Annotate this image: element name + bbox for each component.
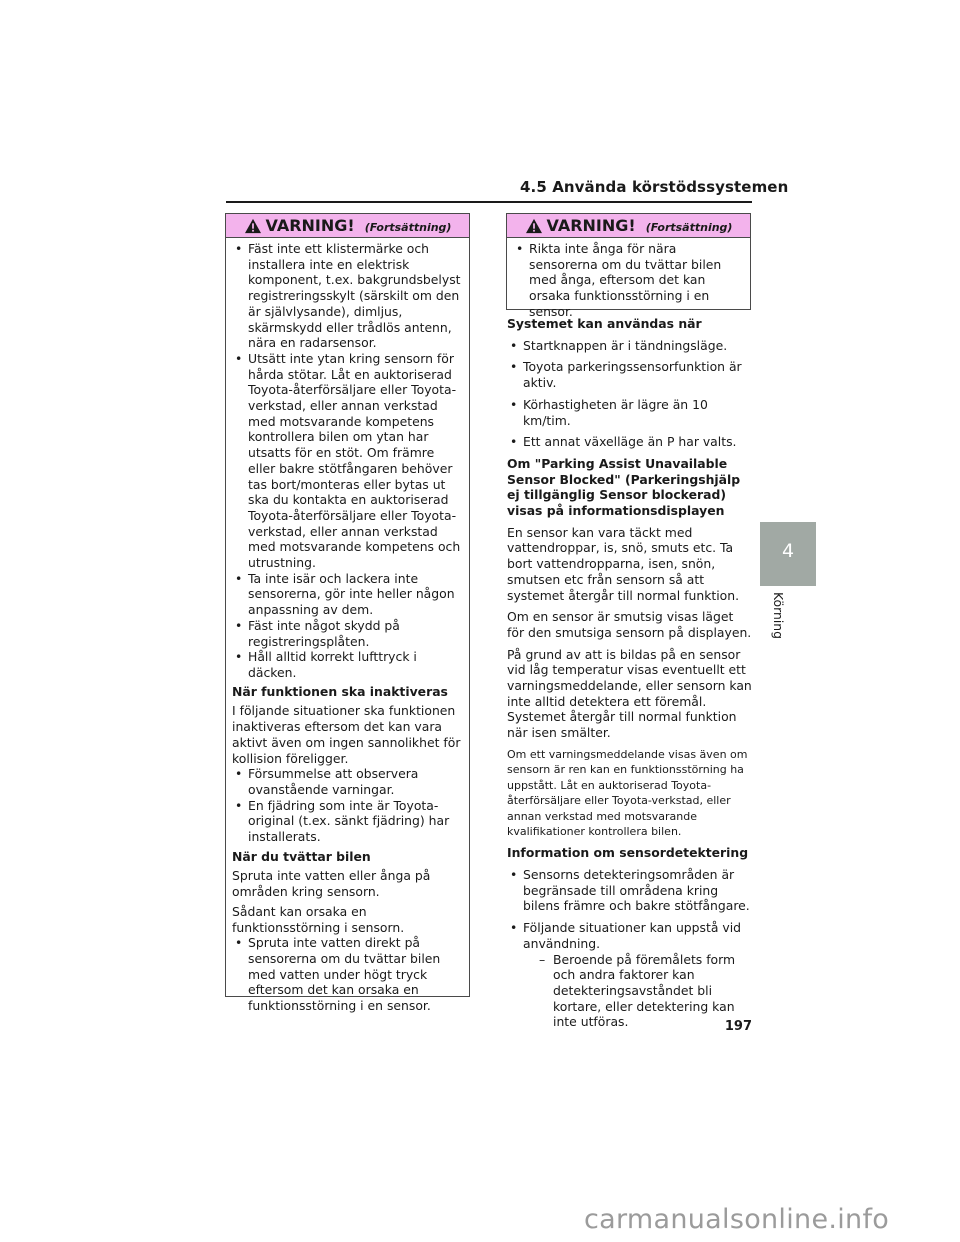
warning-subtitle-left: (Fortsättning) [364, 221, 452, 234]
chapter-tab: 4 [760, 522, 816, 586]
list-item: • Sensorns detekteringsområden är begränsade till områdena kring bilens främre och bakre stötfångare. [507, 867, 752, 914]
detection-bullet-list [507, 867, 752, 1030]
list-item: • Startknappen är i tändningsläge. [507, 338, 752, 354]
washing-paragraph: Spruta inte vatten eller ånga på områden kring sensorn. [232, 868, 431, 900]
paragraph: Om en sensor är smutsig visas läget för den smutsiga sensorn på displayen. [507, 609, 752, 640]
list-item: • Körhastigheten är lägre än 10 km/tim. [507, 397, 752, 428]
warning-header-left [226, 214, 469, 238]
detection-info-heading: Information om sensordetektering [507, 845, 749, 861]
warning-triangle-icon [525, 218, 543, 234]
list-item-text: Följande situationer kan uppstå vid användning. [523, 920, 742, 951]
warning-body-left [226, 238, 469, 1018]
list-item: • Rikta inte ånga för nära sensorerna om du tvättar bilen med ånga, eftersom det kan orsaka funktionsstörning i en sensor. [513, 241, 742, 320]
section-title: 4.5 Använda körstödssystemen [520, 178, 789, 196]
warning-title-right: VARNING! [546, 216, 636, 235]
warning-header-right [507, 214, 750, 238]
warning-box-right [506, 213, 751, 319]
list-item: • Försummelse att observera ovanstående varningar. [232, 766, 461, 797]
chapter-tab-label: Körning [771, 592, 786, 639]
warning-subtitle-right: (Fortsättning) [645, 221, 733, 234]
washing-paragraph-2: Sådant kan orsaka en funktionsstörning i sensorn. [232, 903, 405, 935]
watermark: carmanualsonline.info [584, 1204, 890, 1235]
list-item: • Toyota parkeringssensorfunktion är aktiv. [507, 359, 752, 390]
list-item: • Utsätt inte ytan kring sensorn för hårda stötar. Låt en auktoriserad Toyota-återförsäljare eller Toyota-verkstad, eller annan verkstad med motsvarande kompetens kontrollera bilen om ytan har utsatts för en stöt. Om främre eller bakre stötfångaren behöver tas bort/monteras eller bytas ut ska du kontakta en auktoriserad Toyota-återförsäljare eller Toyota-verkstad, eller annan verkstad med motsvarande kompetens och utrustning. [232, 351, 461, 571]
warning-triangle-icon [244, 218, 262, 234]
list-item: • Fäst inte ett klistermärke och installera inte en elektrisk komponent, t.ex. bakgrundsbelyst registreringsskylt (särskilt om den är självlysande), dimljus, skärmskydd eller trådlös antenn, nära en radarsensor. [232, 241, 461, 351]
list-item: • Fäst inte något skydd på registreringsplåten. [232, 618, 461, 649]
small-note: Om ett varningsmeddelande visas även om sensorn är ren kan en funktionsstörning ha uppstått. Låt en auktoriserad Toyota-återförsäljare eller Toyota-verkstad, eller annan verkstad med motsvarande kvalifikationer kontrollera bilen. [507, 747, 748, 838]
washing-heading: När du tvättar bilen [232, 848, 371, 864]
paragraph: På grund av att is bildas på en sensor vid låg temperatur visas eventuellt ett varningsmeddelande, eller sensorn kan inte alltid detektera ett föremål. Systemet återgår till normal funktion när isen smälter. [507, 646, 752, 741]
right-column-text [507, 316, 752, 1036]
deactivate-bullet-list [232, 766, 461, 845]
warning-bullet-list [513, 241, 742, 320]
deactivate-heading: När funktionen ska inaktiveras [232, 683, 448, 699]
list-item [507, 920, 752, 1030]
list-item: • Ta inte isär och lackera inte sensorerna, gör inte heller någon anpassning av dem. [232, 571, 461, 618]
list-item: • Ett annat växelläge än P har valts. [507, 434, 752, 450]
warning-body-right [507, 238, 750, 324]
washing-bullet-list [232, 935, 461, 1014]
page-number: 197 [724, 1019, 752, 1034]
list-item: • Spruta inte vatten direkt på sensorerna om du tvättar bilen med vatten under högt tryck eftersom det kan orsaka en funktionsstörning i en sensor. [232, 935, 461, 1014]
usage-bullet-list [507, 338, 752, 450]
warning-bullet-list [232, 241, 461, 681]
dash-item: – Beroende på föremålets form och andra faktorer kan detekteringsavståndet bli kortare, eller detektering kan inte utföras. [539, 952, 752, 1031]
deactivate-paragraph: I följande situationer ska funktionen inaktiveras eftersom det kan vara aktivt även om ingen sannolikhet för kollision föreligger. [232, 703, 461, 766]
list-item: • Håll alltid korrekt lufttryck i däcken. [232, 649, 461, 680]
usage-heading: Systemet kan användas när [507, 316, 702, 331]
header-rule [226, 201, 752, 203]
warning-box-left [225, 213, 470, 1014]
warning-title-left: VARNING! [265, 216, 355, 235]
sensor-blocked-heading: Om "Parking Assist Unavailable Sensor Blocked" (Parkeringshjälp ej tillgänglig Sensor blockerad) visas på informationsdisplayen [507, 455, 741, 519]
list-item: • En fjädring som inte är Toyota-original (t.ex. sänkt fjädring) har installerats. [232, 798, 461, 845]
paragraph: En sensor kan vara täckt med vattendroppar, is, snö, smuts etc. Ta bort vattendropparna, isen, snön, smutsen etc från sensorn så att systemet återgår till normal funktion. [507, 524, 740, 603]
